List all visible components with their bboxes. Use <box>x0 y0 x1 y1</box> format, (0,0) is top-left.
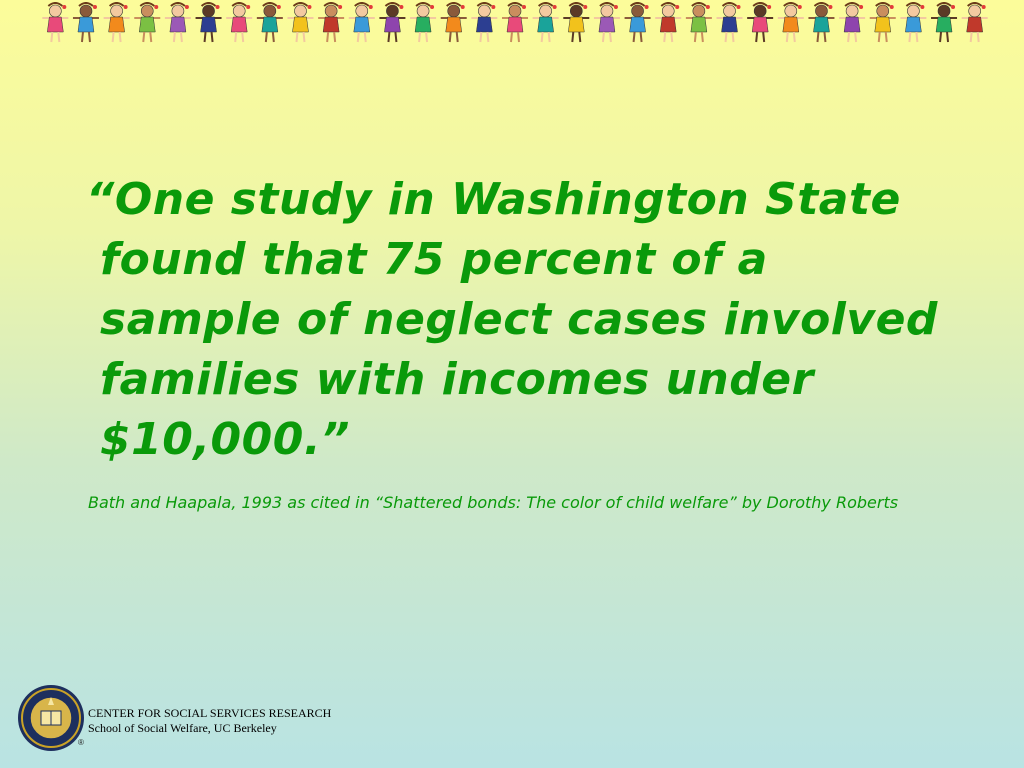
child-figure-icon <box>318 3 344 42</box>
child-figure-icon <box>287 3 313 42</box>
child-figure-icon <box>962 3 988 42</box>
child-figure-icon <box>900 3 926 42</box>
footer-line-center: CENTER FOR SOCIAL SERVICES RESEARCH <box>88 706 332 720</box>
quote-text: “One study in Washington State found that 75 percent of a sample of neglect cases involved families with incomes under $10,000.” <box>86 174 938 465</box>
child-figure-icon <box>349 3 375 42</box>
child-figure-icon <box>778 3 804 42</box>
child-figure-icon <box>625 3 651 42</box>
child-figure-icon <box>870 3 896 42</box>
child-figure-icon <box>441 3 467 42</box>
citation-text: Bath and Haapala, 1993 as cited in “Shattered bonds: The color of child welfare” by Dorothy Roberts <box>88 493 899 512</box>
child-figure-icon <box>226 3 252 42</box>
child-figure-icon <box>655 3 681 42</box>
child-figure-icon <box>165 3 191 42</box>
child-figure-icon <box>931 3 957 42</box>
child-figure-icon <box>410 3 436 42</box>
child-figure-icon <box>257 3 283 42</box>
child-figure-icon <box>808 3 834 42</box>
footer-organization <box>88 706 331 736</box>
child-figure-icon <box>594 3 620 42</box>
child-figure-icon <box>563 3 589 42</box>
child-figure-icon <box>196 3 222 42</box>
child-figure-icon <box>134 3 160 42</box>
child-figure-icon <box>533 3 559 42</box>
child-figure-icon <box>104 3 130 42</box>
registered-mark: ® <box>78 738 84 747</box>
child-figure-icon <box>379 3 405 42</box>
child-figure-icon <box>717 3 743 42</box>
child-figure-icon <box>686 3 712 42</box>
child-figure-icon <box>747 3 773 42</box>
children-border-decoration <box>40 2 990 46</box>
child-figure-icon <box>42 3 68 42</box>
child-figure-icon <box>839 3 865 42</box>
child-figure-icon <box>502 3 528 42</box>
footer-line-school: School of Social Welfare, UC Berkeley <box>88 721 277 735</box>
child-figure-icon <box>73 3 99 42</box>
university-seal-icon <box>16 683 86 753</box>
child-figure-icon <box>471 3 497 42</box>
